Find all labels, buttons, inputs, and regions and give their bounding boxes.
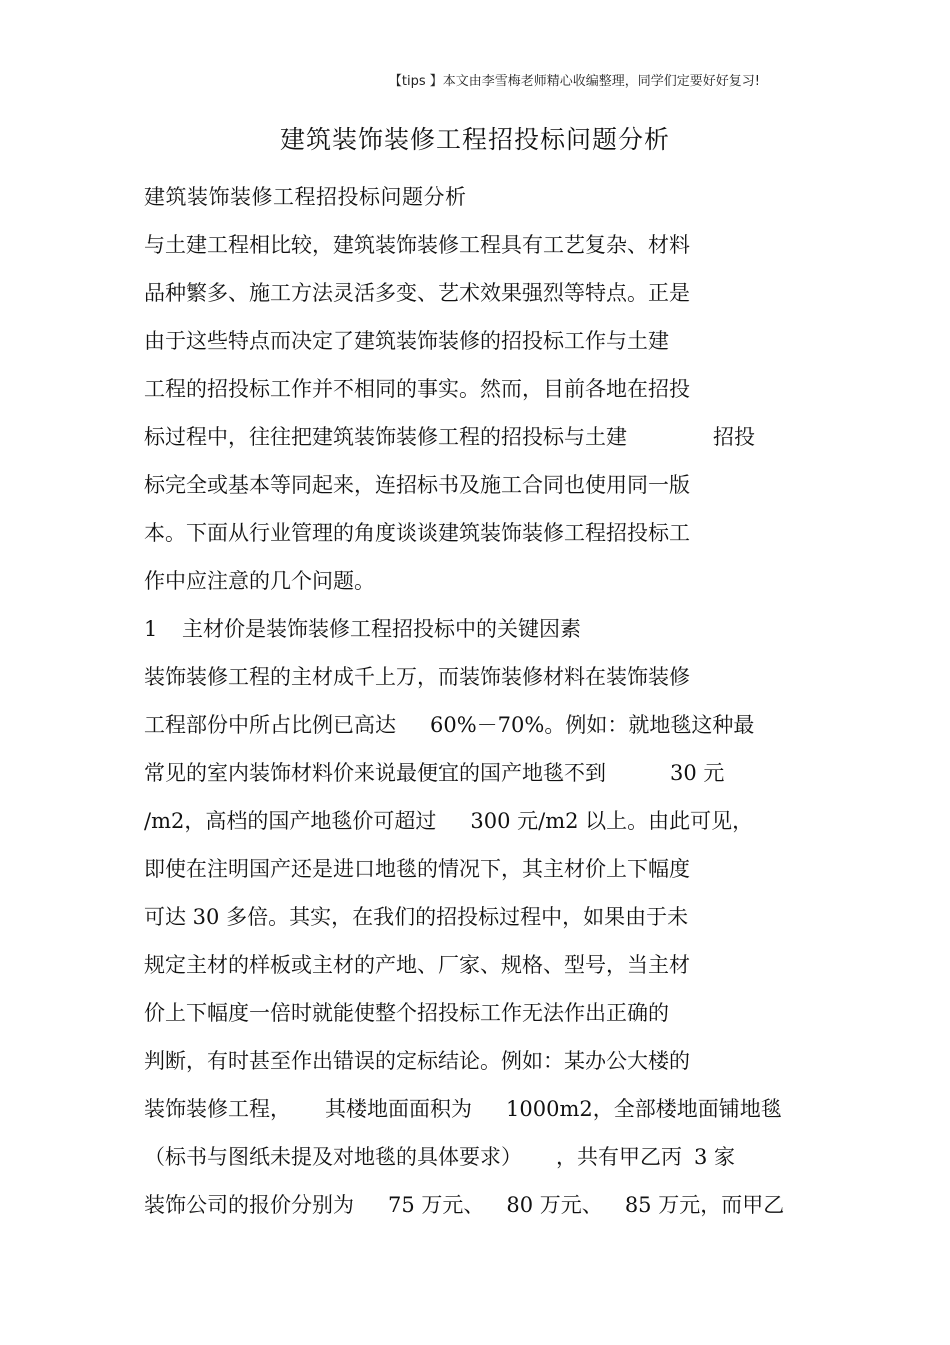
line-segment: 75 万元、 bbox=[388, 1193, 485, 1217]
line-segment: 60%－70% bbox=[430, 713, 545, 737]
document-title: 建筑装饰装修工程招投标问题分析 bbox=[279, 125, 670, 154]
paragraph-line: 本。下面从行业管理的角度谈谈建筑装饰装修工程招投标工 bbox=[144, 521, 690, 545]
line-segment: 装饰装修工程， bbox=[144, 1097, 291, 1121]
line-segment: 。例如：就地毯这种最 bbox=[544, 713, 755, 737]
line-segment: 常见的室内装饰材料价来说最便宜的国产地毯不到 bbox=[144, 761, 606, 785]
section-number: 1 bbox=[144, 617, 158, 641]
section-heading-text: 主材价是装饰装修工程招投标中的关键因素 bbox=[182, 617, 581, 641]
line-segment: 85 万元，而甲乙 bbox=[624, 1193, 785, 1217]
line-segment: /m2，高档的国产地毯价可超过 bbox=[144, 809, 437, 833]
paragraph-line: 规定主材的样板或主材的产地、厂家、规格、型号，当主材 bbox=[144, 953, 690, 977]
paragraph-line: 与土建工程相比较，建筑装饰装修工程具有工艺复杂、材料 bbox=[144, 233, 690, 257]
paragraph-line: 工程的招投标工作并不相同的事实。然而，目前各地在招投 bbox=[144, 377, 690, 401]
line-segment: 3 家 bbox=[694, 1145, 736, 1169]
paragraph-line bbox=[144, 754, 824, 802]
paragraph-line bbox=[144, 1186, 824, 1234]
paragraph-line: 价上下幅度一倍时就能使整个招投标工作无法作出正确的 bbox=[144, 1001, 669, 1025]
paragraph-line: 装饰装修工程的主材成千上万，而装饰装修材料在装饰装修 bbox=[144, 665, 690, 689]
line-segment: （标书与图纸未提及对地毯的具体要求） bbox=[144, 1145, 522, 1169]
line-segment: 30 元 bbox=[670, 761, 725, 785]
paragraph-line: 可达 30 多倍。其实，在我们的招投标过程中，如果由于未 bbox=[144, 905, 689, 929]
line-segment: ，共有甲乙丙 bbox=[556, 1145, 682, 1169]
paragraph-line bbox=[144, 1090, 824, 1138]
line-segment: 1000m2 bbox=[506, 1097, 593, 1121]
paragraph-line: 作中应注意的几个问题。 bbox=[144, 569, 375, 593]
line-segment: 80 万元、 bbox=[506, 1193, 603, 1217]
line-segment: 装饰公司的报价分别为 bbox=[144, 1193, 354, 1217]
line-segment: 300 元/m2 以上。由此可见， bbox=[470, 809, 754, 833]
paragraph-line: 由于这些特点而决定了建筑装饰装修的招投标工作与土建 bbox=[144, 329, 669, 353]
line-segment: ，全部楼地面铺地毯 bbox=[592, 1097, 782, 1121]
header-tip: 【tips 】本文由李雪梅老师精心收编整理，同学们定要好好复习! bbox=[388, 74, 760, 89]
paragraph-line bbox=[144, 706, 824, 754]
paragraph-line: 标完全或基本等同起来，连招标书及施工合同也使用同一版 bbox=[144, 473, 690, 497]
document-body bbox=[144, 178, 824, 1234]
line-segment: 招投 bbox=[713, 425, 755, 449]
paragraph-line: 品种繁多、施工方法灵活多变、艺术效果强烈等特点。正是 bbox=[144, 281, 690, 305]
line-segment: 工程部份中所占比例已高达 bbox=[144, 713, 396, 737]
paragraph-line bbox=[144, 802, 824, 850]
paragraph-line: 判断，有时甚至作出错误的定标结论。例如：某办公大楼的 bbox=[144, 1049, 690, 1073]
document-subtitle: 建筑装饰装修工程招投标问题分析 bbox=[144, 185, 467, 209]
paragraph-line bbox=[144, 418, 824, 466]
paragraph-line bbox=[144, 1138, 824, 1186]
line-segment: 其楼地面面积为 bbox=[325, 1097, 472, 1121]
line-segment: 标过程中，往往把建筑装饰装修工程的招投标与土建 bbox=[144, 425, 627, 449]
paragraph-line: 即使在注明国产还是进口地毯的情况下，其主材价上下幅度 bbox=[144, 857, 690, 881]
section-heading bbox=[144, 610, 824, 658]
